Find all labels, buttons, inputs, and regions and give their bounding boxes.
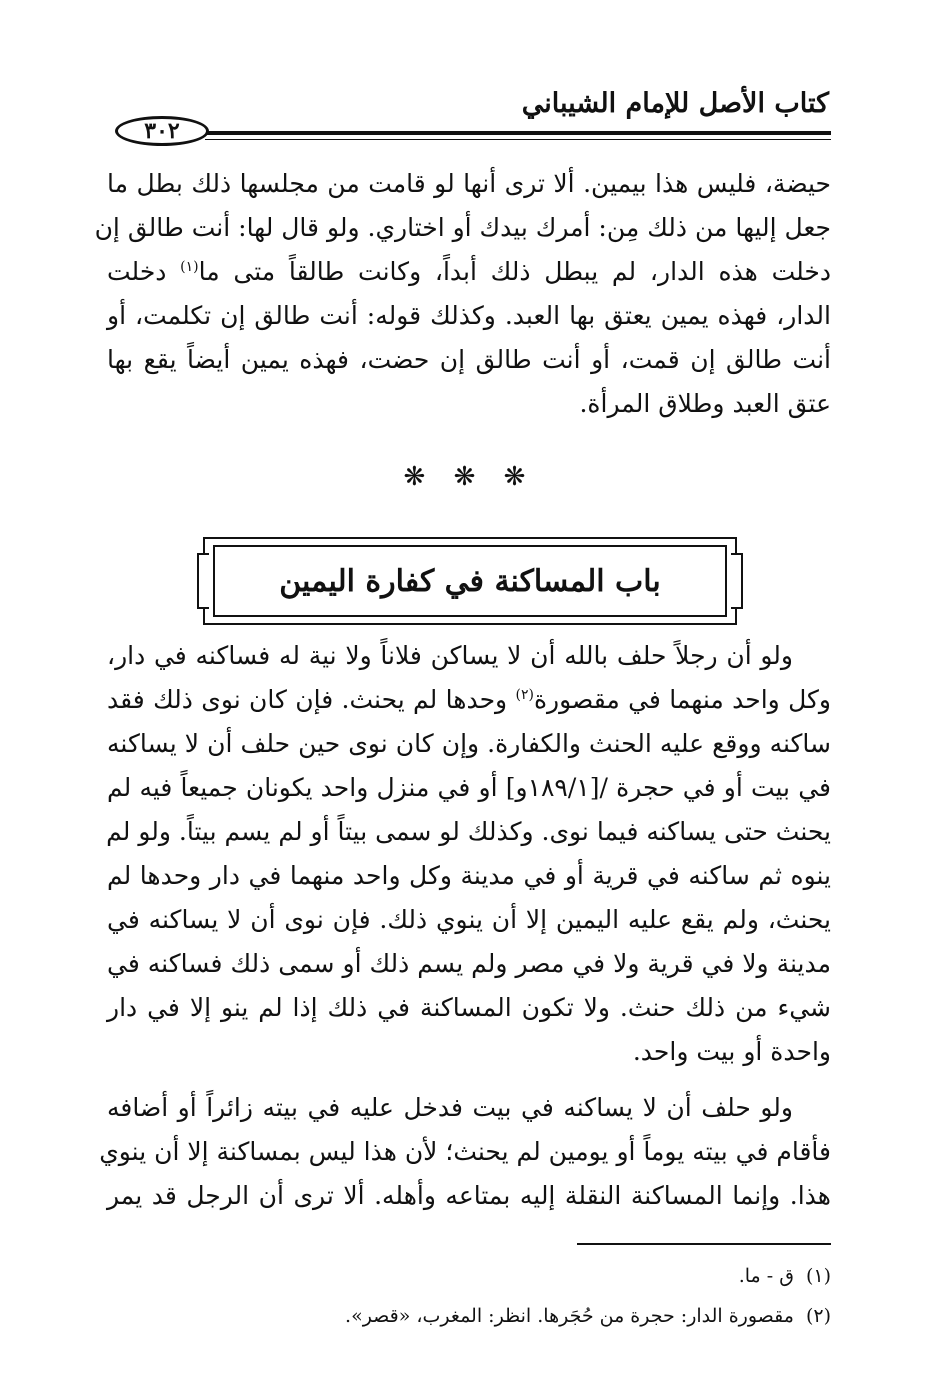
header-rule-thin	[205, 139, 831, 140]
text-line: شيء من ذلك حنث. ولا تكون المساكنة في ذلك إذا لم ينو إلا في دار	[107, 993, 831, 1022]
section-separator: ❋ ❋ ❋	[403, 462, 536, 492]
footnote-2	[107, 1296, 831, 1336]
text-line: في بيت أو في حجرة /[١٨٩/١و] أو في منزل واحد يكونان جميعاً فيه لم	[107, 773, 831, 802]
footnote-ref-1[interactable]: (١)	[180, 259, 199, 275]
text-line: يحنث، ولم يقع عليه اليمين إلا أن ينوي ذلك. فإن نوى أن لا يساكنه في	[107, 905, 831, 934]
paragraph-3	[99, 1086, 831, 1218]
text-line: حيضة، فليس هذا بيمين. ألا ترى أنها لو قامت من مجلسها ذلك بطل ما	[107, 169, 831, 198]
text-line: مدينة ولا في قرية ولا في مصر ولم يسم ذلك أو سمى ذلك فساكنه في	[107, 949, 831, 978]
footnote-text: ق - ما.	[738, 1265, 794, 1287]
paragraph-1	[94, 162, 831, 426]
text-segment: دخلت	[107, 257, 167, 286]
page-number-text: ٣٠٢	[144, 118, 180, 144]
text-line: ساكنه ووقع عليه الحنث والكفارة. وإن كان نوى حين حلف أن لا يساكنه	[107, 729, 831, 758]
text-line	[107, 678, 831, 722]
text-line: أنت طالق إن قمت، أو أنت طالق إن حضت، فهذه يمين أيضاً يقع بها	[107, 345, 831, 374]
text-line: واحدة أو بيت واحد.	[632, 1037, 831, 1066]
text-line: ولو أن رجلاً حلف بالله أن لا يساكن فلاناً ولا نية له فساكنه في دار،	[107, 641, 793, 670]
text-segment: دخلت هذه الدار، لم يبطل ذلك أبداً، وكانت طالقاً متى ما	[198, 257, 831, 286]
running-title: كتاب الأصل للإمام الشيباني	[521, 88, 829, 119]
footnote-number: (١)	[805, 1265, 831, 1287]
text-line: يحنث حتى يساكنه فيما نوى. وكذلك لو سمى بيتاً أو لم يسم بيتاً. ولو لم	[106, 817, 831, 846]
header-rule	[205, 131, 831, 135]
footnote-ref-2[interactable]: (٢)	[515, 687, 534, 703]
footnote-text: مقصورة الدار: حجرة من حُجَرها. انظر: المغرب، «قصر».	[345, 1305, 794, 1327]
text-segment: وحدها لم يحنث. فإن كان نوى ذلك فقد	[107, 685, 508, 714]
text-line: عتق العبد وطلاق المرأة.	[579, 389, 831, 418]
paragraph-2	[107, 634, 831, 1074]
text-line: فأقام في بيته يوماً أو يومين لم يحنث؛ لأن هذا ليس بمساكنة إلا أن ينوي	[99, 1137, 831, 1166]
footnote-number: (٢)	[805, 1305, 831, 1327]
section-title-frame	[203, 537, 737, 625]
text-segment: وكل واحد منهما في مقصورة	[533, 685, 831, 714]
footnotes	[107, 1256, 831, 1336]
section-title: باب المساكنة في كفارة اليمين	[279, 563, 661, 599]
footnote-rule	[577, 1243, 831, 1245]
page-number	[115, 116, 209, 146]
text-line: الدار، فهذه يمين يعتق بها العبد. وكذلك قوله: أنت طالق إن تكلمت، أو	[107, 301, 831, 330]
text-line: جعل إليها من ذلك مِن: أمرك بيدك أو اختاري. ولو قال لها: أنت طالق إن	[94, 213, 831, 242]
text-line: هذا. وإنما المساكنة النقلة إليه بمتاعه وأهله. ألا ترى أن الرجل قد يمر	[107, 1181, 831, 1210]
text-line: ينوه ثم ساكنه في قرية أو في مدينة وكل واحد منهما في دار وحدها لم	[107, 861, 831, 890]
text-line	[107, 250, 831, 294]
footnote-1	[107, 1256, 831, 1296]
text-line: ولو حلف أن لا يساكنه في بيت فدخل عليه في بيته زائراً أو أضافه	[107, 1093, 793, 1122]
